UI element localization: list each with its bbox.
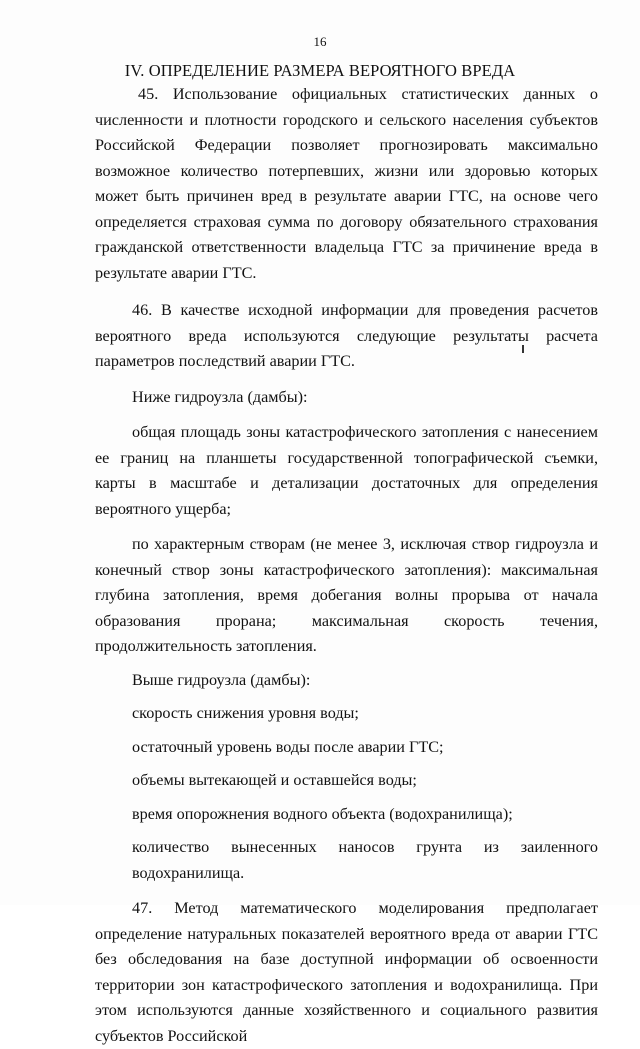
below-dam-item-1: общая площадь зоны катастрофического затопления с нанесением ее границ на планшеты государственной топографической съемки, карты в масштабе и детализации достаточных для определения вероятного ущерба; [95, 423, 598, 518]
document-body [95, 82, 598, 1049]
paragraph-45: 45. Использование официальных статистических данных о численности и плотности городского и сельского населения субъектов Российской Федерации позволяет прогнозировать максимально возможное количество потерпевших, жизни или здоровью которых может быть причинен вред в результате аварии ГТС, на основе чего определяется страховая сумма по договору обязательного страхования гражданской ответственности владельца ГТС за причинение вреда в результате аварии ГТС. [95, 85, 598, 282]
above-dam-item: время опорожнения водного объекта (водохранилища); [132, 804, 513, 823]
above-dam-item: остаточный уровень воды после аварии ГТС; [132, 737, 444, 756]
below-dam-item-2: по характерным створам (не менее 3, исключая створ гидроузла и конечный створ зоны катастрофического затопления): максимальная глубина затопления, время добегания волны прорыва от начала образования прорана; максимальная скорость течения, продолжительность затопления. [95, 535, 598, 655]
above-dam-item: скорость снижения уровня воды; [132, 704, 359, 722]
section-title: IV. ОПРЕДЕЛЕНИЕ РАЗМЕРА ВЕРОЯТНОГО ВРЕДА [124, 61, 516, 80]
above-dam-heading: Выше гидроузла (дамбы): [132, 670, 311, 689]
scan-artifact-mark [522, 345, 524, 353]
paragraph-46: 46. В качестве исходной информации для проведения расчетов вероятного вреда используются следующие результаты расчета параметров последствий аварии ГТС. [95, 301, 598, 370]
below-dam-heading: Ниже гидроузла (дамбы): [132, 387, 308, 406]
paragraph-47: 47. Метод математического моделирования предполагает определение натуральных показателей вероятного вреда от аварии ГТС без обследования на базе доступной информации об освоенности территории зон катастрофического затопления и водохранилища. При этом используются данные хозяйственного и социального развития субъектов Российской [95, 899, 598, 1045]
page-number: 16 [313, 34, 327, 49]
above-dam-item: объемы вытекающей и оставшейся воды; [132, 771, 417, 789]
above-dam-item: количество вынесенных наносов грунта из заиленного водохранилища. [132, 838, 598, 882]
